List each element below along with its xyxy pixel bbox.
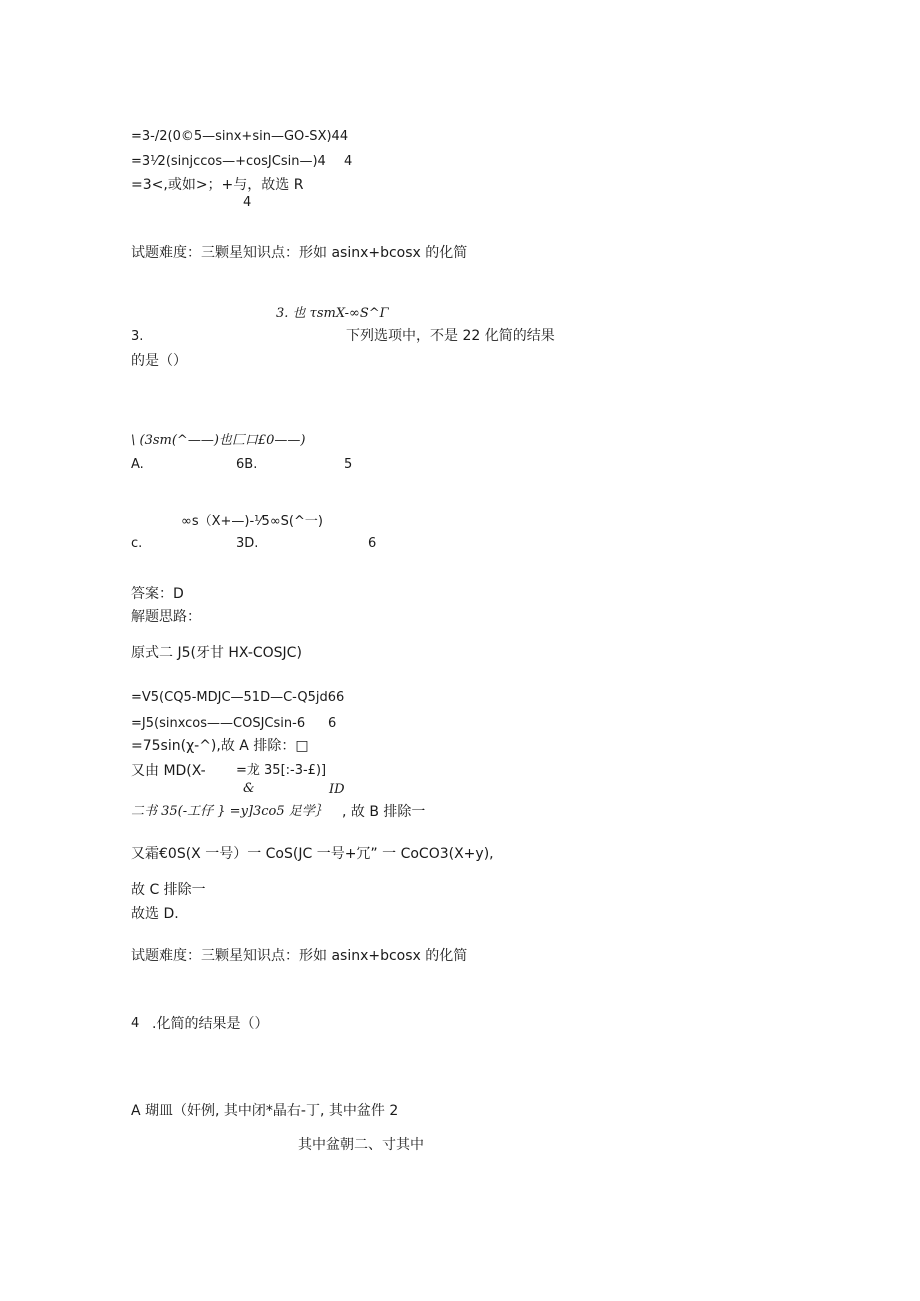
math-subscript: 4 bbox=[243, 195, 252, 210]
math-line: =3<,或如>；+与，故选 R bbox=[131, 177, 304, 193]
math-line: =J5(sinxcos——COSJCsin-6 bbox=[131, 716, 306, 731]
option-expression: \ (3sm(^——)也匚口£0——) bbox=[131, 433, 306, 448]
math-line: 故 C 排除一 bbox=[131, 882, 206, 898]
math-line: 又由 MD(X- bbox=[131, 763, 206, 779]
math-subscript: & bbox=[243, 781, 255, 796]
option-value: 3D. bbox=[236, 536, 259, 551]
math-line: =3-/2(0©5—sinx+sin—GO-SX)44 bbox=[131, 129, 349, 144]
idea-heading: 解题思路： bbox=[131, 609, 201, 625]
question-stem: 的是（） bbox=[131, 353, 187, 369]
question-number: 3. bbox=[131, 329, 144, 344]
math-subscript: 6 bbox=[328, 716, 337, 731]
question-expression: 3. 也 τsmX-∞S^Γ bbox=[276, 306, 389, 321]
option-label: A. bbox=[131, 457, 144, 472]
option-expression: ∞s（X+—)-⅟5∞S(^一) bbox=[181, 514, 323, 529]
question-stem: .化简的结果是（） bbox=[152, 1016, 269, 1032]
math-line: =龙 35[:-3-£)] bbox=[236, 763, 327, 778]
difficulty-line: 试题难度：三颗星知识点：形如 asinx+bcosx 的化简 bbox=[131, 245, 468, 261]
math-line: 二书 35(-工仔 } =y]3co5 足学｝ bbox=[131, 804, 328, 819]
question-stem: 下列选项中，不是 22 化简的结果 bbox=[346, 328, 555, 344]
option-label: c. bbox=[131, 536, 143, 551]
option-line: 其中盆朝二、寸其中 bbox=[298, 1137, 424, 1153]
math-line: =V5(CQ5-MDJC—51D—C-Q5jd66 bbox=[131, 690, 345, 705]
math-subscript: 4 bbox=[344, 154, 353, 169]
math-line: =3⅟2(sinjccos—+cosJCsin—)4 bbox=[131, 154, 326, 169]
math-subscript: ID bbox=[329, 782, 345, 797]
question-number: 4 bbox=[131, 1016, 140, 1031]
answer-line: 答案：D bbox=[131, 586, 184, 602]
option-value: 6B. bbox=[236, 457, 258, 472]
math-line: 又霜€0S(X 一号）一 CoS(JC 一号+冗” 一 CoCO3(X+y), bbox=[131, 846, 494, 862]
math-line: =75sin(χ-^),故 A 排除：□ bbox=[131, 738, 309, 754]
option-value: 5 bbox=[344, 457, 353, 472]
math-line: 原式二 J5(牙甘 HX-COSJC) bbox=[131, 645, 302, 661]
option-value: 6 bbox=[368, 536, 377, 551]
math-line: , 故 B 排除一 bbox=[342, 804, 426, 820]
difficulty-line: 试题难度：三颗星知识点：形如 asinx+bcosx 的化简 bbox=[131, 948, 468, 964]
option-line: A 瑚皿（奸例, 其中闭*晶右-丁, 其中盆件 2 bbox=[131, 1103, 399, 1119]
math-line: 故选 D. bbox=[131, 906, 179, 922]
